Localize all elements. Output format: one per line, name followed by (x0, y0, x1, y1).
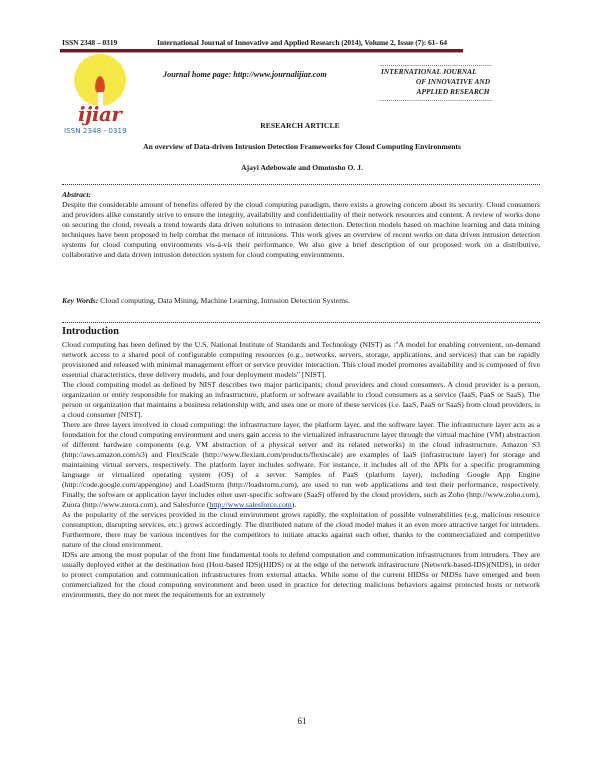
keywords-label: Key Words: (62, 296, 99, 305)
dotted-border-bottom: .......................................................... (379, 97, 493, 102)
salesforce-link[interactable]: http://www.salesforce.com (209, 500, 292, 509)
article-type: RESEARCH ARTICLE (260, 121, 340, 130)
page-number: 61 (297, 716, 307, 726)
journal-homepage: Journal home page: http://www.journalijiar.com (163, 70, 327, 79)
logo-wordmark: ijiar (78, 102, 122, 126)
journal-name-box (379, 62, 539, 102)
header-rule-shadow (60, 52, 463, 53)
paper-title: An overview of Data-driven Intrusion Detection Frameworks for Cloud Computing Environments (143, 142, 461, 151)
keywords (62, 296, 540, 306)
journal-name (379, 67, 539, 97)
paragraph: IDSs are among the most popular of the front line fundamental tools to defend computation and communication infrastructures from intruders. They are usually deployed either at the destination host (Host-based IDS)(HIDS) or at the edge of the network infrastructure (Network-based-IDS)(NIDS), in order to protect computation and communication infrastructures from external attacks. While some of the current HIDSs or NIDSs have emerged and been commercialized for the cloud computing environment and been used in practice for detecting malicious behaviors against protected hosts or network environments, they do not meet the requirements for an extremely (62, 550, 540, 599)
logo-issn: ISSN 2348 - 0319 (64, 126, 127, 135)
abstract-label: Abstract: (62, 190, 92, 199)
dotted-border-top: .......................................................... (379, 62, 493, 67)
paragraph: The cloud computing model as defined by NIST describes two major participants; cloud providers and cloud consumers. A cloud provider is a person, organization or entity responsible for making an infrastructure, platform or software available to cloud consumers as a service (IaaS, PaaS or SaaS). The person or organization that maintains a business relationship with, and uses one or more of these services (i.e. IaaS, PaaS or SaaS) from cloud providers, is a cloud consumer [NIST]. (62, 380, 540, 419)
paragraph: As the popularity of the services provided in the cloud environment grows rapidly, the exploitation of possible vulnerabilities (e.g. malicious resource consumption, disrupting services, etc.) grows accordingly. The distributed nature of the cloud model makes it an even more attractive target for intruders. Furthermore, there may be various incentives for the competitors to initiate attacks against each other, thanks to the commercialized and competitive nature of the cloud environment. (62, 510, 540, 549)
authors: Ajayi Adebowale and Omotosho O. J. (241, 163, 363, 172)
dotted-divider (62, 184, 540, 185)
abstract-section (62, 190, 540, 260)
running-head-issn: ISSN 2348 – 0319 (62, 38, 118, 47)
journal-name-line1: INTERNATIONAL JOURNAL (381, 67, 477, 76)
paragraph-text: There are three layers involved in cloud computing: the infrastructure layer, the platform layer, and the software layer. The infrastructure layer acts as a foundation for the cloud computing environment and users gain access to the virtualized infrastructure layer through the virtual machine (VM) abstraction of different hardware components (e.g. VM abstraction of a physical server and its related networks) in the cloud infrastructure. Amazon S3 (http://aws.amazon.com/s3) and FlexiScale (http://www.flexiant.com/products/flexiscale) are examples of IaaS (infrastructure layer) for storage and maintaining virtual servers, respectively. The platform layer includes software. For instance, it includes all of the APIs for a specific programming language or virtualized operating system (OS) of a server. Samples of PaaS (platform layer), including Google App Engine (http://code.google.com/appengine) and LoadStorm (http://loadstorm.com), are used to run web applications and test their performance, respectively. Finally, the software or application layer includes other user-specific software (SaaS) offered by the cloud providers, such as Zoho (http://www.zoho.com), Zuora (http://www.zuora.com), and Salesforce ( (62, 420, 540, 509)
journal-name-line2: OF INNOVATIVE AND (415, 77, 491, 86)
section-heading-introduction: Introduction (62, 326, 119, 337)
paragraph (62, 420, 540, 510)
journal-name-line3: APPLIED RESEARCH (416, 87, 490, 96)
running-head-journal: International Journal of Innovative and Applied Research (2014), Volume 2, Issue (7): 61- 64 (157, 38, 448, 47)
dotted-divider (62, 322, 540, 323)
introduction-body (62, 340, 540, 600)
paragraph-tail: ). (291, 500, 297, 509)
abstract-text: Despite the considerable amount of benefits offered by the cloud computing paradigm, there exists a growing concern about its security. Cloud consumers and providers alike constantly strive to ensure the integrity, availability and confidentiality of their network resources and content. A review of works done on securing the cloud, reveals a trend towards data driven solutions to intrusion detection. Detection models based on machine learning and data mining techniques have been proposed to help combat the menace of intrusions. This work gives an overview of recent works on data driven intrusion detection systems for cloud computing environments vis-à-vis their performance. We also give a brief description of our proposed work on a distributive, collaborative and data driven intrusion detection system for cloud computing environments. (62, 200, 540, 259)
paragraph: Cloud computing has been defined by the U.S. National Institute of Standards and Technology (NIST) as :"A model for enabling convenient, on-demand network access to a shared pool of configurable computing resources (e.g., networks, servers, storage, applications, and services) that can be rapidly provisioned and released with minimal management effort or service provider interaction. This cloud model promotes availability and is composed of five essential characteristics, three delivery models, and four deployment models" [NIST]. (62, 340, 540, 379)
keywords-text: Cloud computing, Data Mining, Machine Learning, Intrusion Detection Systems. (98, 296, 350, 305)
